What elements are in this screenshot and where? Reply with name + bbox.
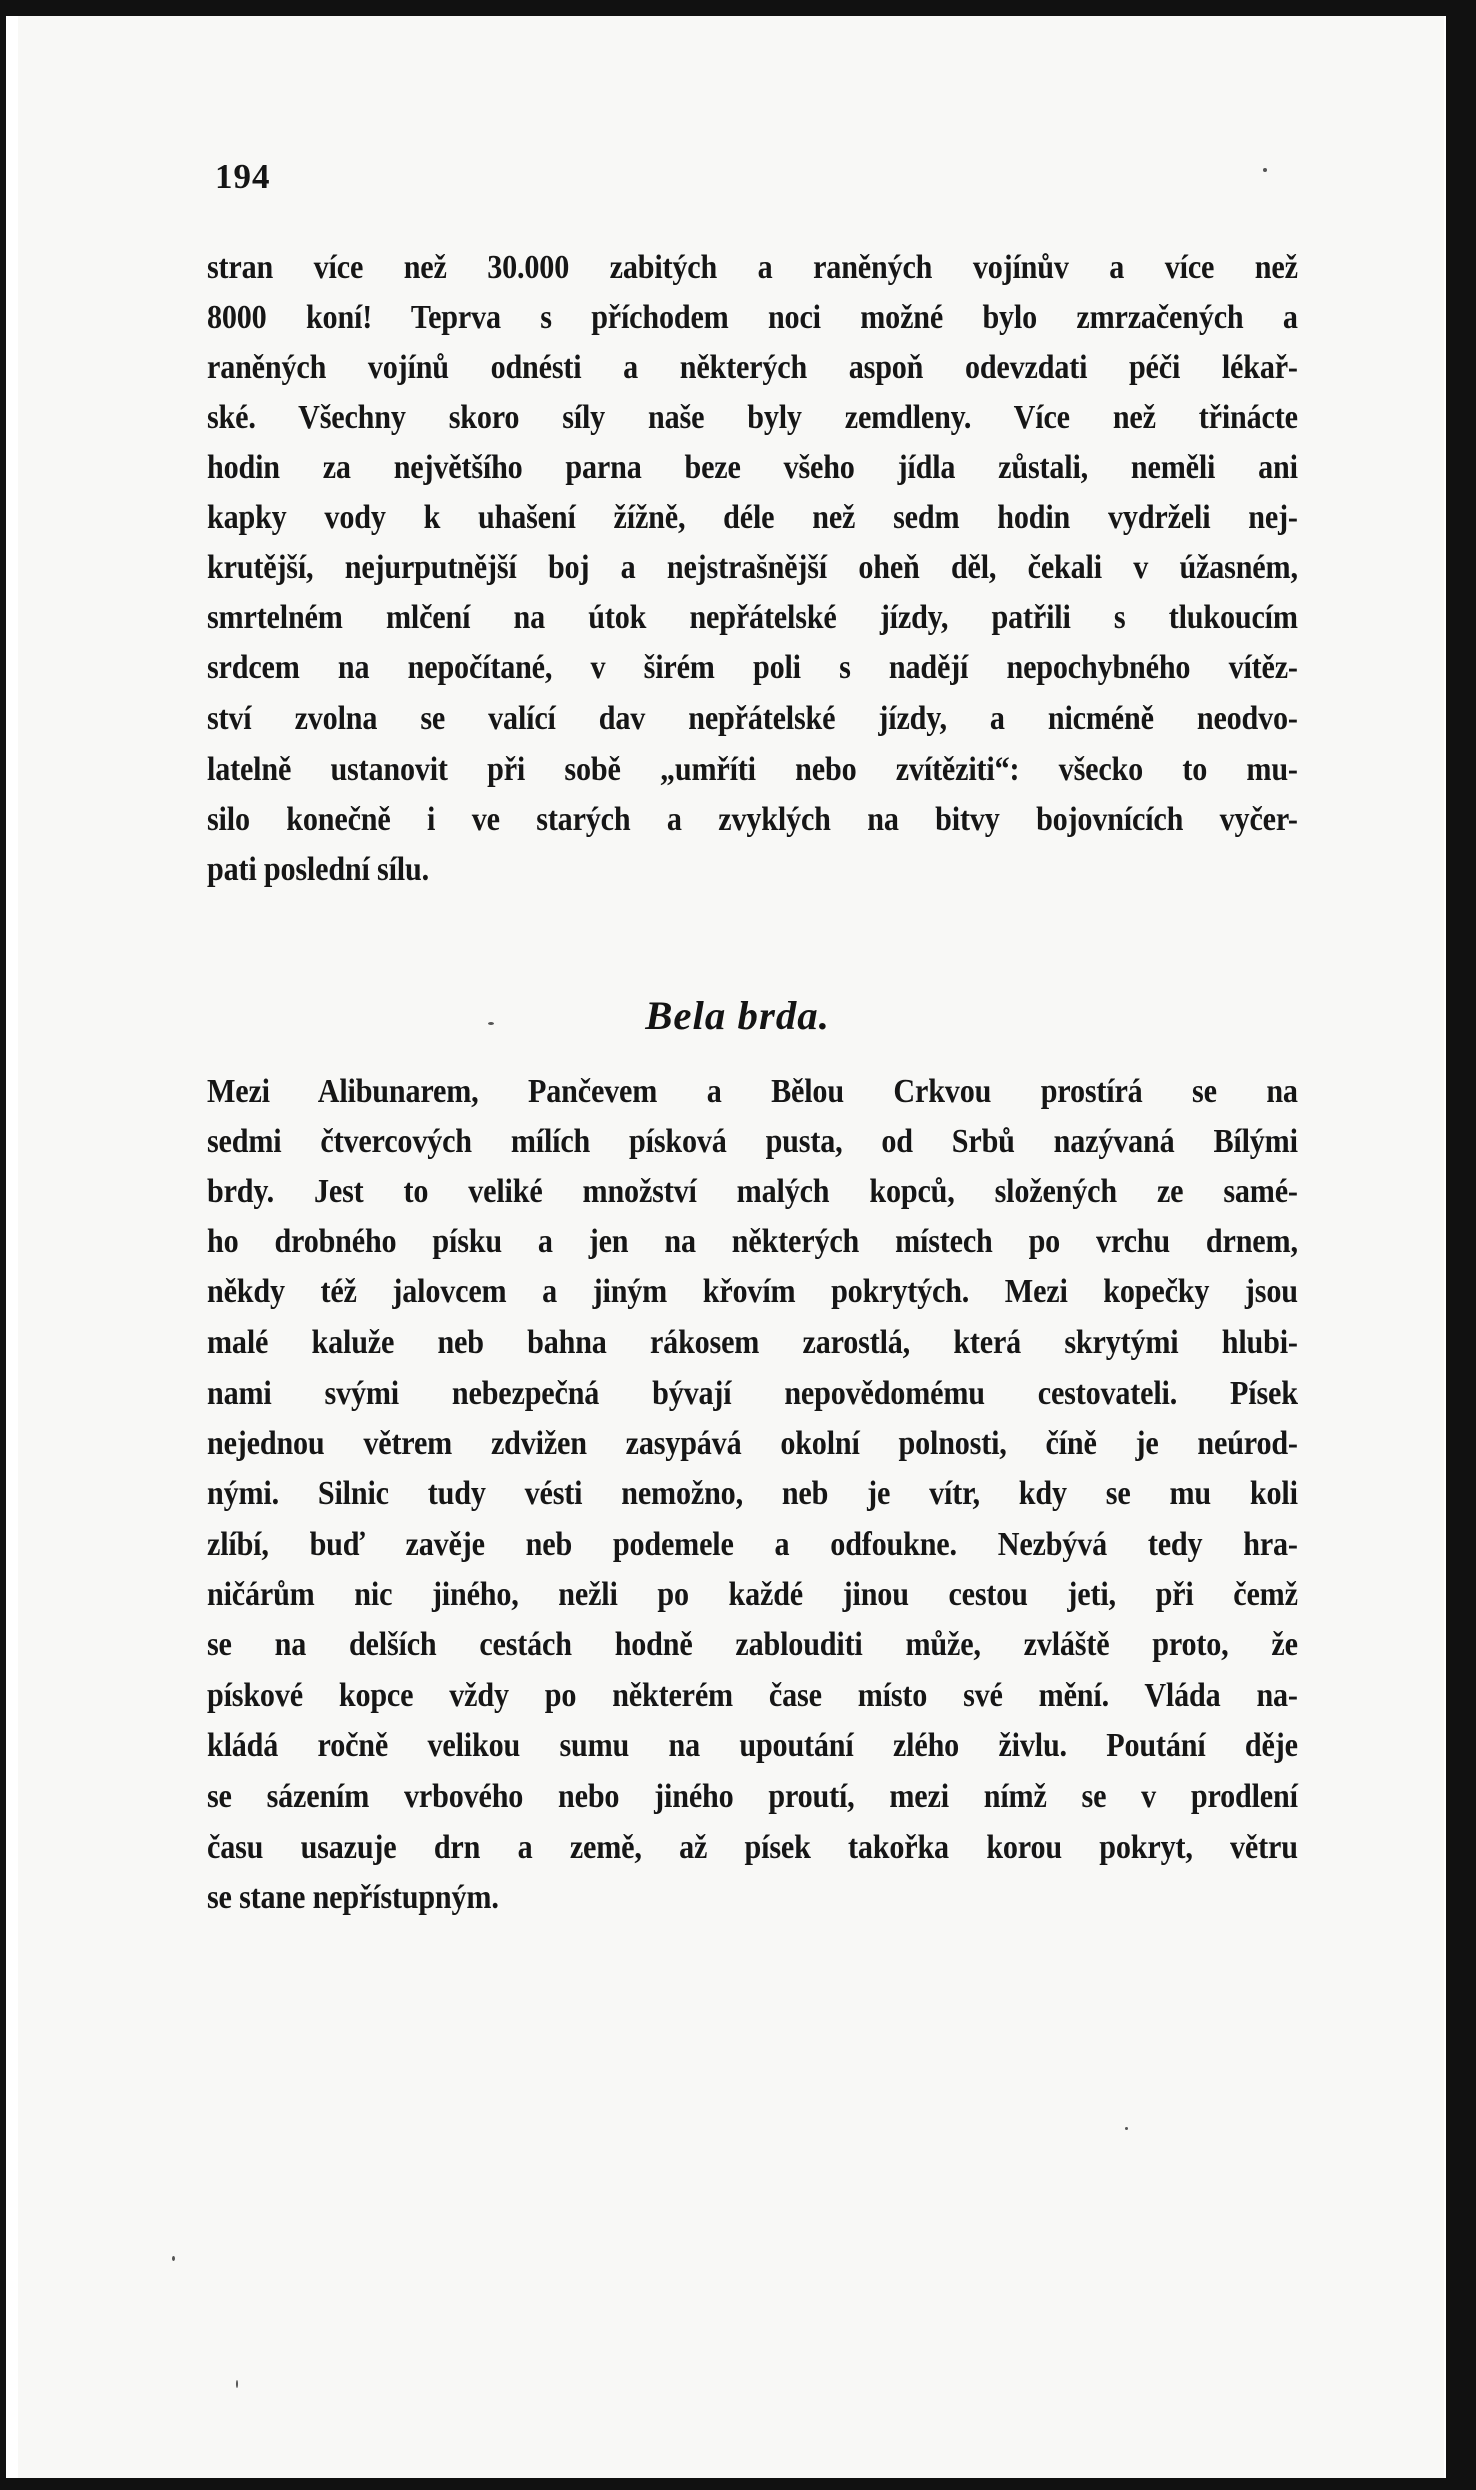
text-line: Mezi Alibunarem, Pančevem a Bělou Crkvou prostírá se na — [207, 1073, 1298, 1110]
text-line: zlíbí, buď zavěje neb podemele a odfoukne. Nezbývá tedy hra- — [207, 1526, 1298, 1563]
section-heading — [0, 992, 1476, 1039]
text-line: brdy. Jest to veliké množství malých kopců, složených ze samé- — [207, 1173, 1298, 1210]
text-line: hodin za největšího parna beze všeho jídla zůstali, neměli ani — [207, 449, 1298, 486]
text-line: krutější, nejurputnější boj a nejstrašnější oheň děl, čekali v úžasném, — [207, 549, 1298, 586]
page-number: 194 — [215, 157, 271, 196]
text-line: se sázením vrbového nebo jiného proutí, mezi nímž se v prodlení — [207, 1778, 1298, 1815]
text-line: 8000 koní! Teprva s příchodem noci možné bylo zmrzačených a — [207, 299, 1298, 336]
text-line: nejednou větrem zdvižen zasypává okolní polnosti, číně je neúrod- — [207, 1425, 1298, 1462]
text-line: nami svými nebezpečná bývají nepovědomému cestovateli. Písek — [207, 1375, 1298, 1412]
scan-speck — [236, 2380, 238, 2388]
scan-edge-right — [1446, 0, 1476, 2490]
section-heading-text: Bela brda. — [645, 993, 831, 1038]
text-line: sedmi čtvercových mílích písková pusta, od Srbů nazývaná Bílými — [207, 1123, 1298, 1160]
text-line: pati poslední sílu. — [207, 851, 429, 888]
text-line: malé kaluže neb bahna rákosem zarostlá, která skrytými hlubi- — [207, 1324, 1298, 1361]
scan-speck — [1263, 168, 1267, 172]
text-line: se stane nepřístupným. — [207, 1879, 499, 1916]
text-line: ničárům nic jiného, nežli po každé jinou cestou jeti, při čemž — [207, 1576, 1298, 1613]
text-line: kapky vody k uhašení žížně, déle než sedm hodin vydrželi nej- — [207, 499, 1298, 536]
text-line: stran více než 30.000 zabitých a raněných vojínův a více než — [207, 249, 1298, 286]
scan-speck — [488, 1022, 494, 1025]
text-line: někdy též jalovcem a jiným křovím pokrytých. Mezi kopečky jsou — [207, 1273, 1298, 1310]
text-line: kládá ročně velikou sumu na upoutání zlého živlu. Poutání děje — [207, 1727, 1298, 1764]
scan-speck — [172, 2256, 175, 2261]
text-line: ho drobného písku a jen na některých místech po vrchu drnem, — [207, 1223, 1298, 1260]
scan-speck — [1125, 2127, 1128, 2130]
text-line: raněných vojínů odnésti a některých aspoň odevzdati péči lékař- — [207, 349, 1298, 386]
text-line: ství zvolna se valící dav nepřátelské jízdy, a nicméně neodvo- — [207, 700, 1298, 737]
text-line: nými. Silnic tudy vésti nemožno, neb je vítr, kdy se mu koli — [207, 1475, 1298, 1512]
text-line: srdcem na nepočítané, v širém poli s nadějí nepochybného vítěz- — [207, 649, 1298, 686]
text-line: smrtelném mlčení na útok nepřátelské jízdy, patřili s tlukoucím — [207, 599, 1298, 636]
text-line: silo konečně i ve starých a zvyklých na bitvy bojovnících vyčer- — [207, 801, 1298, 838]
text-line: ské. Všechny skoro síly naše byly zemdleny. Více než třinácte — [207, 399, 1298, 436]
text-line: se na delších cestách hodně zablouditi může, zvláště proto, že — [207, 1626, 1298, 1663]
text-line: času usazuje drn a země, až písek takořka korou pokryt, větru — [207, 1829, 1298, 1866]
text-line: pískové kopce vždy po některém čase místo své mění. Vláda na- — [207, 1677, 1298, 1714]
text-line: latelně ustanovit při sobě „umříti nebo zvítěziti“: všecko to mu- — [207, 751, 1298, 788]
